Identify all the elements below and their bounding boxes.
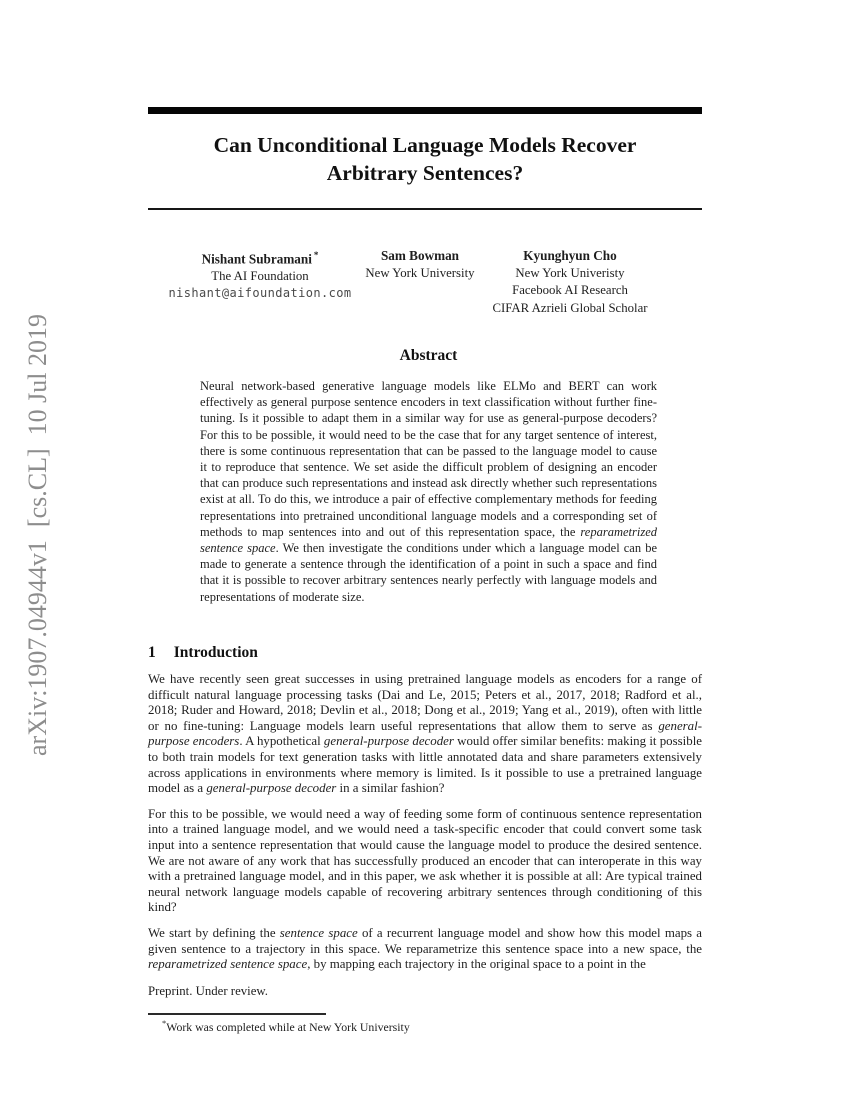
footnote-text: Work was completed while at New York University	[166, 1019, 410, 1034]
title-bottom-rule	[148, 208, 702, 210]
author-affiliation: Facebook AI Research	[512, 283, 628, 297]
author-footnote-mark: *	[313, 250, 319, 260]
footnote-mark: *	[162, 1018, 167, 1028]
author-block	[148, 247, 708, 327]
arxiv-watermark-label: arXiv:1907.04944v1 [cs.CL] 10 Jul 2019	[23, 314, 52, 756]
paper-title-line1: Can Unconditional Language Models Recover	[213, 133, 637, 157]
introduction-paragraph-1: We have recently seen great successes in using pretrained language models as encoders for a range of difficult natural language processing tasks (Dai and Le, 2015; Peters et al., 2017, 2018; Radford et al., 2018; Ruder and Howard, 2018; Devlin et al., 2018; Dong et al., 2019; Yang et al., 2019), often with little or no fine-tuning: Language models learn useful representations that allow them to serve as general-purpose encoders. A hypothetical general-purpose decoder would offer similar benefits: making it possible to both train models for text generation tasks with little annotated data and share parameters extensively across applications in environments where memory is limited. Is it possible to use a pretrained language model as a general-purpose decoder in a similar fashion?	[148, 672, 702, 796]
author-email: nishant@aifoundation.com	[168, 286, 352, 301]
introduction-body	[148, 672, 702, 983]
author-column-3	[470, 247, 670, 317]
abstract-body	[200, 378, 657, 605]
introduction-paragraph-3: We start by defining the sentence space of a recurrent language model and show how this model maps a given sentence to a trajectory in this space. We reparametrize this sentence space into a new space, the reparametrized sentence space, by mapping each trajectory in the original space to a point in the	[148, 925, 702, 972]
author-affiliation: New York Univeristy	[515, 265, 625, 280]
preprint-note: Preprint. Under review.	[148, 984, 268, 998]
introduction-paragraph-2: For this to be possible, we would need a way of feeding some form of continuous sentence representation into a trained language model, and we would need a task-specific encoder that could convert some task input into a sentence representation that would cause the language model to produce the desired sentence. We are not aware of any work that has successfully produced an encoder that can interoperate in this way with a pretrained language model, and in this paper, we ask whether it is possible at all: Are typical trained neural network language models capable of recovering arbitrary sentences through conditioning of this kind?	[148, 806, 702, 915]
author-name	[148, 247, 372, 268]
author-affiliation: CIFAR Azrieli Global Scholar	[492, 300, 648, 315]
section-number: 1	[148, 644, 156, 661]
author-name: Sam Bowman	[380, 248, 460, 263]
abstract-heading: Abstract	[399, 347, 458, 364]
paper-title-line2: Arbitrary Sentences?	[326, 161, 524, 185]
section-title: Introduction	[173, 644, 258, 661]
section-heading-introduction	[148, 644, 258, 662]
abstract-paragraph: Neural network-based generative language models like ELMo and BERT can work effectively as general purpose sentence encoders in text classification without further fine-tuning. Is it possible to adapt them in a similar way for use as general-purpose decoders? For this to be possible, it would need to be the case that for any target sentence of interest, there is some continuous representation that can be passed to the language model to cause it to reproduce that sentence. We set aside the difficult problem of designing an encoder that can produce such representations and instead ask directly whether such representations exist at all. To do this, we introduce a pair of effective complementary methods for feeding representations into pretrained unconditional language models and a corresponding set of methods to map sentences into and out of this representation space, the reparametrized sentence space. We then investigate the conditions under which a language model can be made to generate a sentence through the identification of a point in such a space and find that it is possible to recover arbitrary sentences nearly perfectly with language models and representations of moderate size.	[200, 379, 657, 604]
footnote-rule	[148, 1013, 326, 1015]
author-affiliation: The AI Foundation	[211, 268, 309, 283]
author-column-1	[148, 247, 372, 303]
footnote	[148, 1018, 702, 1035]
author-name-text: Nishant Subramani	[201, 251, 312, 267]
author-name: Kyunghyun Cho	[523, 248, 617, 263]
title-top-rule	[148, 107, 702, 114]
paper-title	[148, 131, 702, 187]
author-affiliation: New York University	[365, 265, 475, 280]
